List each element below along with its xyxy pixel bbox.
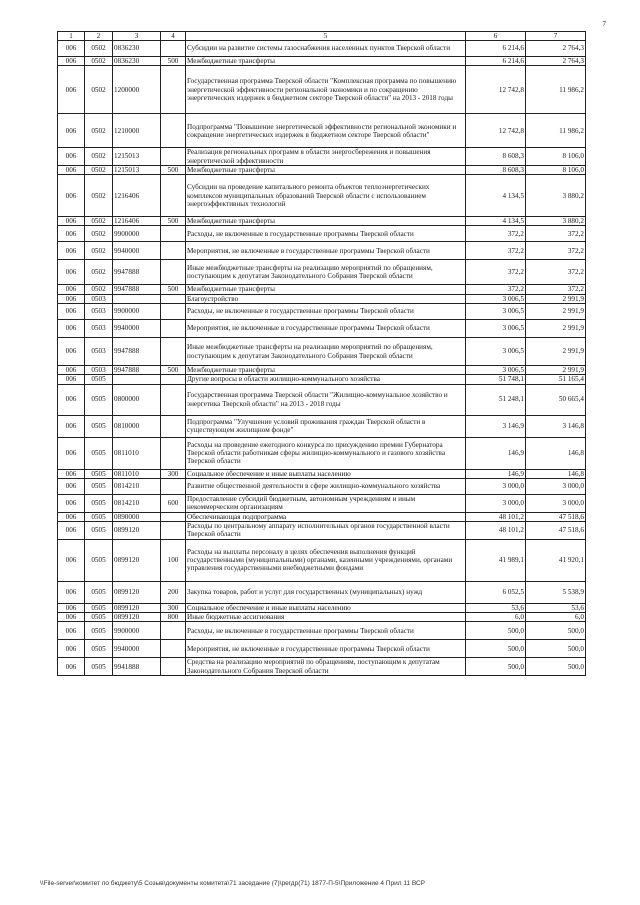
- cell-c4: 500: [161, 285, 186, 294]
- cell-c1: 006: [58, 304, 85, 320]
- cell-c6: 3 006,5: [466, 366, 526, 375]
- table-row: [58, 640, 586, 658]
- table-row: [58, 338, 586, 366]
- cell-c2: 0502: [85, 226, 113, 242]
- table-row: [58, 603, 586, 612]
- cell-c2: 0505: [85, 512, 113, 521]
- cell-c2: 0502: [85, 57, 113, 66]
- cell-c1: 006: [58, 539, 85, 581]
- cell-c6: 3 006,5: [466, 320, 526, 338]
- cell-c3: 9947888: [113, 366, 161, 375]
- cell-c7: 11 986,2: [526, 114, 586, 148]
- cell-c4: [161, 375, 186, 384]
- cell-c4: [161, 384, 186, 415]
- table-row: [58, 41, 586, 57]
- table-row: [58, 658, 586, 676]
- cell-c3: 1216406: [113, 217, 161, 226]
- cell-c2: 0502: [85, 260, 113, 285]
- cell-c3: 9940000: [113, 320, 161, 338]
- cell-c5: Расходы, не включенные в государственные программы Тверской области: [186, 622, 466, 640]
- table-row: [58, 217, 586, 226]
- cell-c7: 146,8: [526, 469, 586, 478]
- cell-c4: [161, 175, 186, 217]
- table-row: [58, 366, 586, 375]
- cell-c6: 3 146,9: [466, 415, 526, 437]
- header-cell: 3: [113, 32, 161, 41]
- cell-c2: 0505: [85, 612, 113, 621]
- cell-c3: 9947888: [113, 338, 161, 366]
- cell-c4: [161, 41, 186, 57]
- cell-c3: 1216406: [113, 175, 161, 217]
- cell-c6: 146,9: [466, 437, 526, 469]
- cell-c2: 0502: [85, 175, 113, 217]
- table-row: [58, 226, 586, 242]
- table-row: [58, 57, 586, 66]
- cell-c6: 500,0: [466, 622, 526, 640]
- cell-c1: 006: [58, 260, 85, 285]
- cell-c4: [161, 338, 186, 366]
- cell-c3: 0899120: [113, 581, 161, 603]
- cell-c2: 0505: [85, 469, 113, 478]
- cell-c6: 48 101,2: [466, 512, 526, 521]
- cell-c5: Иные бюджетные ассигнования: [186, 612, 466, 621]
- cell-c7: 2 991,9: [526, 304, 586, 320]
- cell-c6: 6 052,5: [466, 581, 526, 603]
- cell-c6: 3 006,5: [466, 294, 526, 303]
- cell-c3: 0836230: [113, 41, 161, 57]
- cell-c5: Развитие общественной деятельности в сфере жилищно-коммунального хозяйства: [186, 478, 466, 494]
- cell-c7: 3 880,2: [526, 175, 586, 217]
- cell-c1: 006: [58, 415, 85, 437]
- cell-c3: 0810000: [113, 415, 161, 437]
- cell-c5: Межбюджетные трансферты: [186, 165, 466, 174]
- budget-table: [57, 31, 586, 676]
- table-row: [58, 437, 586, 469]
- table-row: [58, 469, 586, 478]
- cell-c6: 3 006,5: [466, 338, 526, 366]
- cell-c1: 006: [58, 66, 85, 114]
- cell-c5: Расходы по центральному аппарату исполнительных органов государственной власти Тверской области: [186, 522, 466, 540]
- cell-c7: 2 764,3: [526, 41, 586, 57]
- cell-c3: 0899120: [113, 612, 161, 621]
- cell-c1: 006: [58, 603, 85, 612]
- table-row: [58, 375, 586, 384]
- table-row: [58, 114, 586, 148]
- cell-c2: 0505: [85, 622, 113, 640]
- cell-c4: 600: [161, 494, 186, 512]
- header-cell: 1: [58, 32, 85, 41]
- cell-c1: 006: [58, 57, 85, 66]
- cell-c1: 006: [58, 226, 85, 242]
- cell-c7: 41 920,1: [526, 539, 586, 581]
- cell-c5: Социальное обеспечение и иные выплаты населению: [186, 469, 466, 478]
- cell-c5: Субсидии на развитие системы газоснабжения населенных пунктов Тверской области: [186, 41, 466, 57]
- cell-c6: 51 248,1: [466, 384, 526, 415]
- cell-c7: 3 880,2: [526, 217, 586, 226]
- cell-c3: 0814210: [113, 478, 161, 494]
- header-cell: 4: [161, 32, 186, 41]
- cell-c4: [161, 294, 186, 303]
- cell-c6: 372,2: [466, 242, 526, 260]
- cell-c2: 0505: [85, 494, 113, 512]
- cell-c6: 4 134,5: [466, 217, 526, 226]
- file-path-footer: \\File-server\комитет по бюджету\5 Созыв\документы комитета\71 заседание (7)\регдр(71) 1877-П-5\Приложение 4 Прил 11 ВСР: [40, 880, 426, 887]
- cell-c5: Иные межбюджетные трансферты на реализацию мероприятий по обращениям, поступающим к депутатам Законодательного Собрания Тверской области: [186, 338, 466, 366]
- cell-c1: 006: [58, 217, 85, 226]
- cell-c7: 372,2: [526, 285, 586, 294]
- cell-c5: Расходы, не включенные в государственные программы Тверской области: [186, 226, 466, 242]
- cell-c3: 0800000: [113, 384, 161, 415]
- cell-c7: 372,2: [526, 242, 586, 260]
- cell-c7: 146,8: [526, 437, 586, 469]
- cell-c5: Средства на реализацию мероприятий по обращениям, поступающим к депутатам Законодательного Собрания Тверской области: [186, 658, 466, 676]
- cell-c3: 9941888: [113, 658, 161, 676]
- cell-c3: 9947888: [113, 260, 161, 285]
- cell-c4: [161, 622, 186, 640]
- cell-c2: 0503: [85, 366, 113, 375]
- cell-c6: 8 608,3: [466, 165, 526, 174]
- cell-c2: 0505: [85, 658, 113, 676]
- table-row: [58, 320, 586, 338]
- cell-c2: 0505: [85, 478, 113, 494]
- cell-c5: Подпрограмма "Улучшение условий проживания граждан Тверской области в существующем жилищном фонде": [186, 415, 466, 437]
- cell-c2: 0502: [85, 242, 113, 260]
- page-number: 7: [602, 20, 606, 28]
- cell-c4: 500: [161, 217, 186, 226]
- cell-c4: [161, 512, 186, 521]
- cell-c3: 0899120: [113, 603, 161, 612]
- cell-c1: 006: [58, 522, 85, 540]
- cell-c3: 1215013: [113, 165, 161, 174]
- cell-c4: [161, 148, 186, 166]
- header-cell: 5: [186, 32, 466, 41]
- cell-c4: 300: [161, 469, 186, 478]
- cell-c5: Социальное обеспечение и иные выплаты населению: [186, 603, 466, 612]
- cell-c3: 9940000: [113, 640, 161, 658]
- table-row: [58, 612, 586, 621]
- cell-c2: 0502: [85, 217, 113, 226]
- cell-c5: Благоустройство: [186, 294, 466, 303]
- cell-c6: 6,0: [466, 612, 526, 621]
- cell-c1: 006: [58, 478, 85, 494]
- cell-c7: 6,0: [526, 612, 586, 621]
- cell-c4: 800: [161, 612, 186, 621]
- cell-c1: 006: [58, 384, 85, 415]
- cell-c4: [161, 320, 186, 338]
- cell-c3: 9900000: [113, 622, 161, 640]
- cell-c6: 8 608,3: [466, 148, 526, 166]
- cell-c2: 0503: [85, 338, 113, 366]
- cell-c5: Расходы на выплаты персоналу в целях обеспечения выполнения функций государственными (муниципальными) органами, казенными учреждениями, органами управления государственными внебюджетными фондами: [186, 539, 466, 581]
- cell-c3: 1200000: [113, 66, 161, 114]
- table-row: [58, 384, 586, 415]
- cell-c4: [161, 66, 186, 114]
- cell-c2: 0502: [85, 148, 113, 166]
- table-row: [58, 539, 586, 581]
- cell-c3: 0836230: [113, 57, 161, 66]
- cell-c5: Межбюджетные трансферты: [186, 57, 466, 66]
- cell-c2: 0503: [85, 294, 113, 303]
- header-cell: 2: [85, 32, 113, 41]
- cell-c7: 500,0: [526, 658, 586, 676]
- cell-c5: Мероприятия, не включенные в государственные программы Тверской области: [186, 242, 466, 260]
- cell-c7: 50 665,4: [526, 384, 586, 415]
- table-row: [58, 285, 586, 294]
- cell-c4: [161, 304, 186, 320]
- cell-c6: 12 742,8: [466, 114, 526, 148]
- cell-c1: 006: [58, 338, 85, 366]
- cell-c7: 3 000,0: [526, 478, 586, 494]
- cell-c4: 500: [161, 57, 186, 66]
- cell-c6: 48 101,2: [466, 522, 526, 540]
- cell-c3: 9900000: [113, 304, 161, 320]
- cell-c4: 300: [161, 603, 186, 612]
- cell-c7: 47 518,6: [526, 522, 586, 540]
- cell-c6: 500,0: [466, 640, 526, 658]
- cell-c4: [161, 415, 186, 437]
- cell-c7: 500,0: [526, 640, 586, 658]
- cell-c5: Мероприятия, не включенные в государственные программы Тверской области: [186, 640, 466, 658]
- cell-c7: 51 165,4: [526, 375, 586, 384]
- cell-c7: 2 991,9: [526, 338, 586, 366]
- cell-c1: 006: [58, 242, 85, 260]
- cell-c6: 12 742,8: [466, 66, 526, 114]
- cell-c6: 3 000,0: [466, 494, 526, 512]
- table-row: [58, 175, 586, 217]
- cell-c5: Государственная программа Тверской области "Жилищно-коммунальное хозяйство и энергетика Тверской области" на 2013 - 2018 годы: [186, 384, 466, 415]
- cell-c4: [161, 114, 186, 148]
- cell-c5: Межбюджетные трансферты: [186, 217, 466, 226]
- cell-c1: 006: [58, 294, 85, 303]
- cell-c7: 2 991,9: [526, 366, 586, 375]
- table-row: [58, 478, 586, 494]
- cell-c6: 3 000,0: [466, 478, 526, 494]
- cell-c7: 8 106,0: [526, 148, 586, 166]
- cell-c3: 0811010: [113, 437, 161, 469]
- cell-c2: 0502: [85, 41, 113, 57]
- cell-c2: 0505: [85, 415, 113, 437]
- table-row: [58, 494, 586, 512]
- cell-c5: Иные межбюджетные трансферты на реализацию мероприятий по обращениям, поступающим к депутатам Законодательного Собрания Тверской области: [186, 260, 466, 285]
- cell-c4: [161, 437, 186, 469]
- cell-c1: 006: [58, 612, 85, 621]
- cell-c7: 47 518,6: [526, 512, 586, 521]
- cell-c2: 0502: [85, 114, 113, 148]
- cell-c5: Расходы, не включенные в государственные программы Тверской области: [186, 304, 466, 320]
- cell-c5: Обеспечивающая подпрограмма: [186, 512, 466, 521]
- table-row: [58, 260, 586, 285]
- cell-c3: 1215013: [113, 148, 161, 166]
- cell-c2: 0505: [85, 581, 113, 603]
- cell-c5: Межбюджетные трансферты: [186, 285, 466, 294]
- cell-c2: 0505: [85, 603, 113, 612]
- cell-c6: 146,9: [466, 469, 526, 478]
- cell-c1: 006: [58, 494, 85, 512]
- cell-c4: [161, 640, 186, 658]
- cell-c5: Мероприятия, не включенные в государственные программы Тверской области: [186, 320, 466, 338]
- cell-c4: 200: [161, 581, 186, 603]
- table-header-row: [58, 32, 586, 41]
- table-row: [58, 294, 586, 303]
- table-row: [58, 242, 586, 260]
- cell-c4: [161, 478, 186, 494]
- table-row: [58, 415, 586, 437]
- cell-c2: 0502: [85, 285, 113, 294]
- cell-c1: 006: [58, 114, 85, 148]
- table-row: [58, 165, 586, 174]
- cell-c1: 006: [58, 165, 85, 174]
- cell-c1: 006: [58, 375, 85, 384]
- cell-c5: Межбюджетные трансферты: [186, 366, 466, 375]
- cell-c6: 6 214,6: [466, 41, 526, 57]
- cell-c4: [161, 522, 186, 540]
- cell-c7: 8 106,0: [526, 165, 586, 174]
- cell-c6: 3 006,5: [466, 304, 526, 320]
- cell-c7: 2 764,3: [526, 57, 586, 66]
- cell-c7: 5 538,9: [526, 581, 586, 603]
- cell-c2: 0505: [85, 539, 113, 581]
- cell-c5: Подпрограмма "Повышение энергетической эффективности региональной экономики и сокращение энергетических издержек в бюджетном секторе Тверской области": [186, 114, 466, 148]
- table-row: [58, 148, 586, 166]
- cell-c1: 006: [58, 148, 85, 166]
- cell-c3: 0899120: [113, 522, 161, 540]
- cell-c6: 372,2: [466, 285, 526, 294]
- cell-c1: 006: [58, 366, 85, 375]
- cell-c1: 006: [58, 640, 85, 658]
- cell-c7: 372,2: [526, 226, 586, 242]
- cell-c7: 2 991,9: [526, 320, 586, 338]
- cell-c3: 9947888: [113, 285, 161, 294]
- cell-c2: 0505: [85, 375, 113, 384]
- table-row: [58, 512, 586, 521]
- cell-c5: Закупка товаров, работ и услуг для государственных (муниципальных) нужд: [186, 581, 466, 603]
- cell-c7: 500,0: [526, 622, 586, 640]
- cell-c1: 006: [58, 437, 85, 469]
- cell-c3: [113, 375, 161, 384]
- cell-c1: 006: [58, 469, 85, 478]
- cell-c6: 41 989,1: [466, 539, 526, 581]
- cell-c3: 0814210: [113, 494, 161, 512]
- cell-c7: 372,2: [526, 260, 586, 285]
- cell-c4: [161, 658, 186, 676]
- cell-c1: 006: [58, 581, 85, 603]
- table-row: [58, 622, 586, 640]
- cell-c2: 0503: [85, 320, 113, 338]
- cell-c6: 4 134,5: [466, 175, 526, 217]
- table-row: [58, 304, 586, 320]
- cell-c2: 0505: [85, 522, 113, 540]
- cell-c4: [161, 260, 186, 285]
- cell-c1: 006: [58, 41, 85, 57]
- table-row: [58, 522, 586, 540]
- table-row: [58, 581, 586, 603]
- cell-c5: Расходы на проведение ежегодного конкурса по присуждению премии Губернатора Тверской области работникам сферы жилищно-коммунального и газового хозяйства Тверской области: [186, 437, 466, 469]
- cell-c2: 0505: [85, 437, 113, 469]
- cell-c7: 3 146,8: [526, 415, 586, 437]
- cell-c2: 0505: [85, 384, 113, 415]
- table-row: [58, 66, 586, 114]
- cell-c5: Реализация региональных программ в области энергосбережения и повышения энергетической эффективности: [186, 148, 466, 166]
- cell-c4: [161, 226, 186, 242]
- cell-c5: Предоставление субсидий бюджетным, автономным учреждениям и иным некоммерческим организациям: [186, 494, 466, 512]
- cell-c7: 11 986,2: [526, 66, 586, 114]
- cell-c4: [161, 242, 186, 260]
- cell-c1: 006: [58, 622, 85, 640]
- cell-c4: 100: [161, 539, 186, 581]
- header-cell: 7: [526, 32, 586, 41]
- cell-c2: 0505: [85, 640, 113, 658]
- cell-c4: 500: [161, 366, 186, 375]
- cell-c7: 2 991,9: [526, 294, 586, 303]
- cell-c1: 006: [58, 512, 85, 521]
- cell-c3: 0899120: [113, 539, 161, 581]
- cell-c1: 006: [58, 320, 85, 338]
- cell-c3: 9940000: [113, 242, 161, 260]
- cell-c5: Другие вопросы в области жилищно-коммунального хозяйства: [186, 375, 466, 384]
- cell-c3: 1210000: [113, 114, 161, 148]
- cell-c2: 0502: [85, 165, 113, 174]
- cell-c2: 0503: [85, 304, 113, 320]
- cell-c3: 0890000: [113, 512, 161, 521]
- cell-c3: [113, 294, 161, 303]
- cell-c6: 6 214,6: [466, 57, 526, 66]
- cell-c7: 53,6: [526, 603, 586, 612]
- cell-c3: 0811010: [113, 469, 161, 478]
- cell-c3: 9900000: [113, 226, 161, 242]
- cell-c6: 51 748,1: [466, 375, 526, 384]
- cell-c1: 006: [58, 175, 85, 217]
- cell-c6: 372,2: [466, 226, 526, 242]
- cell-c1: 006: [58, 658, 85, 676]
- cell-c5: Субсидии на проведение капитального ремонта объектов теплоэнергетических комплексов муниципальных образований Тверской области с использованием энергоэффективных технологий: [186, 175, 466, 217]
- cell-c7: 3 000,0: [526, 494, 586, 512]
- cell-c5: Государственная программа Тверской области "Комплексная программа по повышению энергетической эффективности региональной экономики и по сокращению энергетических издержек в бюджетном секторе Тверской области" на 2013 - 2018 годы: [186, 66, 466, 114]
- cell-c4: 500: [161, 165, 186, 174]
- cell-c6: 372,2: [466, 260, 526, 285]
- cell-c1: 006: [58, 285, 85, 294]
- cell-c2: 0502: [85, 66, 113, 114]
- cell-c6: 500,0: [466, 658, 526, 676]
- cell-c6: 53,6: [466, 603, 526, 612]
- header-cell: 6: [466, 32, 526, 41]
